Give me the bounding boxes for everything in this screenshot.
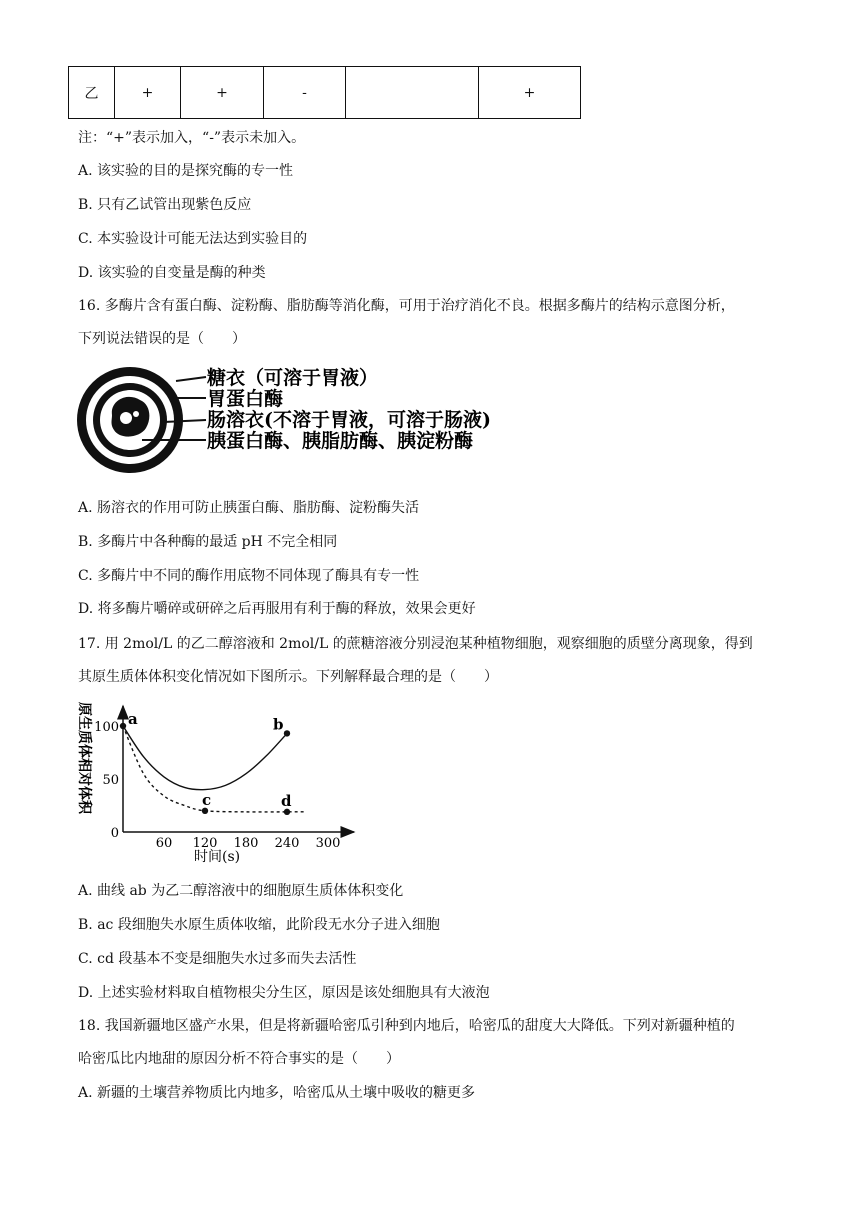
x-axis-label: 时间(s) <box>194 849 241 865</box>
x-tick-label: 180 <box>233 836 259 851</box>
y-tick-label: 100 <box>94 720 119 735</box>
point-label-d: d <box>280 791 292 810</box>
point-label-b: b <box>272 715 284 734</box>
question-17-stem: 17. 用 2mol/L 的乙二醇溶液和 2mol/L 的蔗糖溶液分别浸泡某种植物细胞，观察细胞的质壁分离现象，得到 <box>78 636 753 652</box>
option-b: B. 只有乙试管出现紫色反应 <box>78 197 252 213</box>
label-enteric-coating: 肠溶衣(不溶于胃液，可溶于肠液) <box>207 409 491 431</box>
table-cell: + <box>115 67 181 119</box>
core-highlight <box>120 412 132 424</box>
question-16-stem: 16. 多酶片含有蛋白酶、淀粉酶、脂肪酶等消化酶，可用于治疗消化不良。根据多酶片的结构示意图分析， <box>78 298 735 314</box>
question-18-stem-cont: 哈密瓜比内地甜的原因分析不符合事实的是（ ） <box>78 1051 400 1067</box>
point-b <box>284 730 290 736</box>
option-a: A. 该实验的目的是探究酶的专一性 <box>78 163 294 179</box>
label-pepsin: 胃蛋白酶 <box>207 388 284 410</box>
label-pancreatic-enzymes: 胰蛋白酶、胰脂肪酶、胰淀粉酶 <box>207 430 474 452</box>
question-18-stem: 18. 我国新疆地区盛产水果，但是将新疆哈密瓜引种到内地后，哈密瓜的甜度大大降低。下列对新疆种植的 <box>78 1018 735 1034</box>
question-16-stem-cont: 下列说法错误的是（ ） <box>78 331 246 347</box>
x-tick-label: 300 <box>315 836 341 851</box>
table-cell <box>346 67 479 119</box>
y-tick-label: 50 <box>102 773 119 788</box>
option-a: A. 曲线 ab 为乙二醇溶液中的细胞原生质体体积变化 <box>78 883 404 899</box>
option-d: D. 上述实验材料取自植物根尖分生区，原因是该处细胞具有大液泡 <box>78 985 490 1001</box>
option-c: C. 本实验设计可能无法达到实验目的 <box>78 231 308 247</box>
enzyme-tablet-diagram <box>76 360 516 480</box>
option-b: B. ac 段细胞失水原生质体收缩，此阶段无水分子进入细胞 <box>78 917 440 933</box>
label-sugar-coating: 糖衣（可溶于胃液） <box>207 367 379 389</box>
point-a <box>120 723 126 729</box>
experiment-table <box>68 66 581 119</box>
x-tick-label: 60 <box>155 836 173 851</box>
option-d: D. 将多酶片嚼碎或研碎之后再服用有利于酶的释放，效果会更好 <box>78 601 476 617</box>
y-axis-label: 原生质体相对体积 <box>76 702 92 814</box>
x-tick-label: 120 <box>192 836 218 851</box>
point-label-a: a <box>128 710 138 728</box>
y-tick-label: 0 <box>110 826 119 841</box>
question-17-stem-cont: 其原生质体体积变化情况如下图所示。下列解释最合理的是（ ） <box>78 669 498 685</box>
table-cell: + <box>479 67 581 119</box>
table-cell: 乙 <box>69 67 115 119</box>
volume-chart <box>76 698 366 868</box>
glycol-curve <box>123 726 287 790</box>
option-c: C. cd 段基本不变是细胞失水过多而失去活性 <box>78 951 357 967</box>
table-cell: + <box>181 67 264 119</box>
option-b: B. 多酶片中各种酶的最适 pH 不完全相同 <box>78 534 338 550</box>
table-note: 注：“+”表示加入，“-”表示未加入。 <box>78 130 306 146</box>
leader-line <box>176 377 206 381</box>
x-tick-label: 240 <box>274 836 300 851</box>
table-cell: - <box>264 67 346 119</box>
option-a: A. 肠溶衣的作用可防止胰蛋白酶、脂肪酶、淀粉酶失活 <box>78 500 420 516</box>
option-c: C. 多酶片中不同的酶作用底物不同体现了酶具有专一性 <box>78 568 420 584</box>
sucrose-curve <box>123 726 304 812</box>
option-d: D. 该实验的自变量是酶的种类 <box>78 265 266 281</box>
point-label-c: c <box>201 790 212 809</box>
table-row <box>69 67 581 119</box>
option-a: A. 新疆的土壤营养物质比内地多，哈密瓜从土壤中吸收的糖更多 <box>78 1085 476 1101</box>
